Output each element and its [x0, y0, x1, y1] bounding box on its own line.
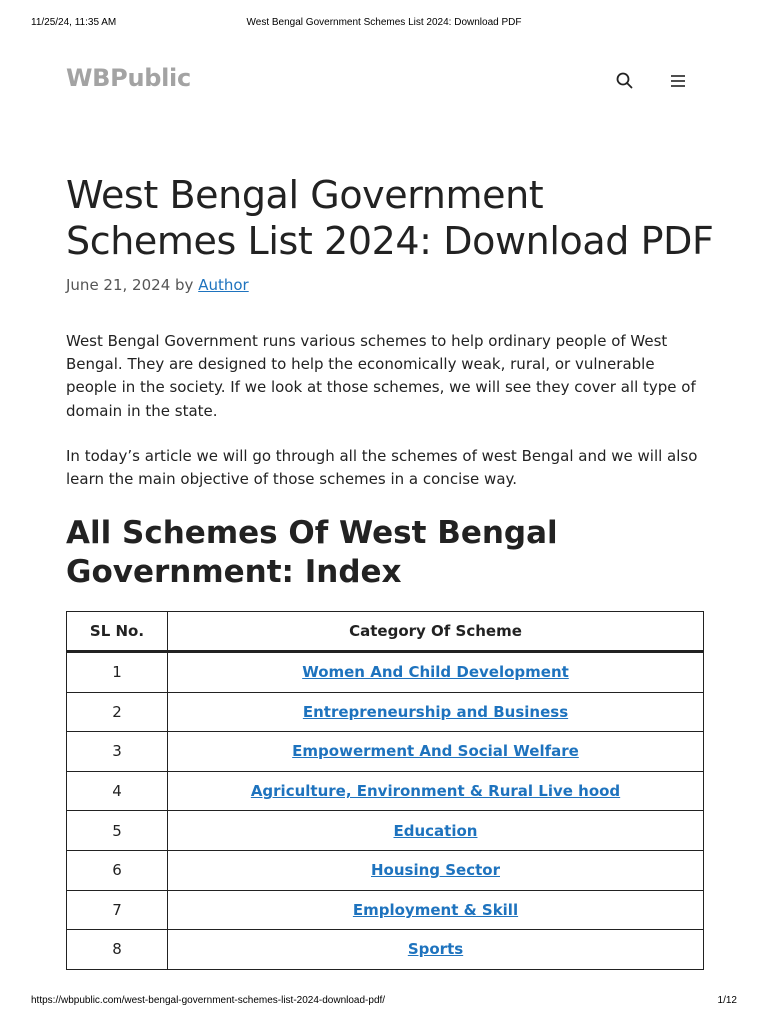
- sl-cell: 1: [67, 652, 168, 693]
- category-cell: [168, 930, 704, 970]
- author-link[interactable]: Author: [198, 276, 249, 294]
- category-cell: [168, 850, 704, 890]
- site-title-link[interactable]: WBPublic: [66, 64, 191, 92]
- sl-cell: 6: [67, 850, 168, 890]
- table-row: [67, 930, 704, 970]
- section-heading: All Schemes Of West Bengal Government: Index: [66, 515, 558, 590]
- table-row: [67, 890, 704, 930]
- category-link[interactable]: Agriculture, Environment & Rural Live hood: [250, 782, 621, 801]
- category-link[interactable]: Sports: [407, 940, 464, 959]
- sl-cell: 3: [67, 732, 168, 772]
- category-cell: [168, 732, 704, 772]
- category-link[interactable]: Housing Sector: [371, 861, 500, 880]
- table-row: [67, 811, 704, 851]
- print-datetime: 11/25/24, 11:35 AM: [31, 17, 117, 28]
- category-link[interactable]: Women And Child Development: [302, 663, 569, 682]
- sl-cell: 5: [67, 811, 168, 851]
- post-meta: [66, 274, 249, 296]
- site-header: [66, 62, 704, 102]
- sl-cell: 4: [67, 771, 168, 811]
- table-row: [67, 850, 704, 890]
- category-link[interactable]: Entrepreneurship and Business: [302, 702, 569, 721]
- category-link[interactable]: Education: [393, 821, 478, 840]
- category-link[interactable]: Employment & Skill: [352, 900, 519, 919]
- table-row: [67, 692, 704, 732]
- column-header-category: Category Of Scheme: [168, 612, 704, 652]
- print-url: https://wbpublic.com/west-bengal-government-schemes-list-2024-download-pdf/: [31, 995, 386, 1006]
- print-footer: [0, 995, 768, 1009]
- category-link[interactable]: Empowerment And Social Welfare: [292, 742, 579, 761]
- category-cell: [168, 652, 704, 693]
- table-row: [67, 652, 704, 693]
- print-doc-title: West Bengal Government Schemes List 2024: Download PDF: [246, 17, 522, 28]
- menu-icon[interactable]: [667, 70, 689, 92]
- post-date: June 21, 2024: [66, 276, 171, 294]
- category-cell: [168, 811, 704, 851]
- print-header: [0, 17, 768, 31]
- column-header-sl: SL No.: [67, 612, 168, 652]
- sl-cell: 2: [67, 692, 168, 732]
- table-header-row: [67, 612, 704, 652]
- search-icon[interactable]: [614, 70, 636, 92]
- sl-cell: 7: [67, 890, 168, 930]
- schemes-index-table: [66, 611, 704, 970]
- intro-paragraph: West Bengal Government runs various schemes to help ordinary people of West Bengal. They are designed to help the economically weak, rural, or vulnerable people in the society. If we look at those schemes, we will see they cover all type of domain in the state.: [66, 332, 696, 420]
- category-cell: [168, 771, 704, 811]
- table-row: [67, 732, 704, 772]
- category-cell: [168, 890, 704, 930]
- article-paragraph: In today’s article we will go through all the schemes of west Bengal and we will also learn the main objective of those schemes in a concise way.: [66, 447, 698, 489]
- sl-cell: 8: [67, 930, 168, 970]
- table-row: [67, 771, 704, 811]
- category-cell: [168, 692, 704, 732]
- post-by: by: [175, 276, 194, 294]
- page-title: West Bengal Government Schemes List 2024: Download PDF: [66, 173, 714, 263]
- page-number: 1/12: [717, 995, 737, 1006]
